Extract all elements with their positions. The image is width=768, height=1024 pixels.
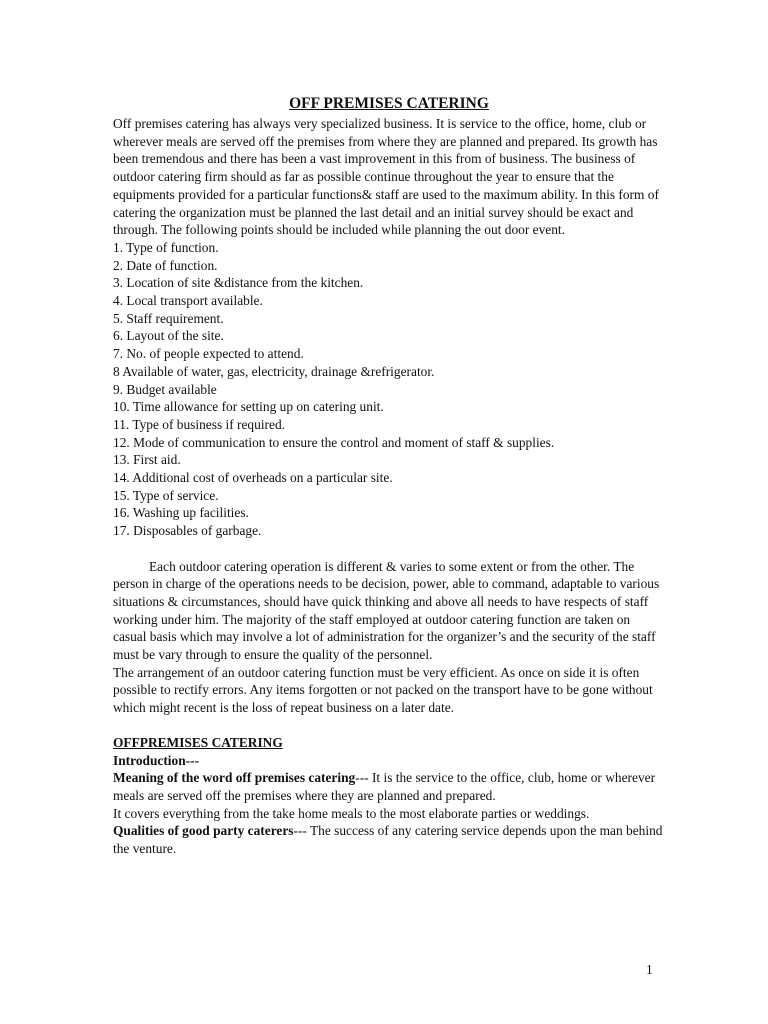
list-item: 5. Staff requirement. [113, 310, 224, 326]
arrangement-paragraph: The arrangement of an outdoor catering function must be very efficient. As once on side it is often possible to rectify errors. Any items forgotten or not packed on the transport have to be gone without which might recent is the loss of repeat business on a later date. [113, 664, 653, 716]
list-item: 1. Type of function. [113, 239, 219, 255]
introduction-label-text: Introduction--- [113, 752, 200, 768]
qualities-label: Qualities of good party caterers [113, 823, 294, 839]
list-item: 10. Time allowance for setting up on catering unit. [113, 399, 384, 415]
document-title: OFF PREMISES CATERING [289, 95, 489, 112]
meaning-label: Meaning of the word off premises catering [113, 770, 356, 786]
section-heading: OFFPREMISES CATERING [113, 734, 283, 750]
intro-paragraph: Off premises catering has always very specialized business. It is service to the office, home, club or wherever meals are served off the premises from where they are planned and prepared. Its growth has been tremendous and there has been a vast improvement in this from of business. The business of outdoor catering firm should as far as possible continue throughout the year to ensure that the equipments provided for a particular functions& staff are used to the maximum ability. In this form of catering the organization must be planned the last detail and an initial survey should be exact and through. The following points should be included while planning the out door event. [113, 116, 659, 238]
list-item: 7. No. of people expected to attend. [113, 346, 304, 362]
list-item: 14. Additional cost of overheads on a particular site. [113, 470, 393, 486]
list-item: 13. First aid. [113, 452, 181, 468]
planning-points-list [113, 239, 665, 540]
qualities-paragraph [113, 822, 665, 857]
list-item: 4. Local transport available. [113, 293, 263, 309]
covers-paragraph: It covers everything from the take home meals to the most elaborate parties or weddings. [113, 805, 590, 821]
qualities-text: --- The success of any catering service depends upon the man behind the venture. [113, 823, 663, 857]
list-item: 6. Layout of the site. [113, 328, 224, 344]
page-number: 1 [646, 962, 653, 977]
list-item: 11. Type of business if required. [113, 416, 285, 432]
list-item: 16. Washing up facilities. [113, 505, 249, 521]
list-item: 3. Location of site &distance from the kitchen. [113, 275, 364, 291]
operations-paragraph: Each outdoor catering operation is different & varies to some extent or from the other. The person in charge of the operations needs to be decision, power, able to command, adaptable to various situations & circumstances, should have quick thinking and above all needs to have respects of staff working under him. The majority of the staff employed at outdoor catering function are taken on casual basis which may involve a lot of administration for the organizer’s and the security of the staff must be vary through to ensure the quality of the personnel. [113, 558, 660, 663]
spacer [113, 540, 665, 558]
introduction-label [113, 752, 665, 770]
document-body [113, 94, 665, 858]
list-item: 8 Available of water, gas, electricity, drainage &refrigerator. [113, 363, 435, 379]
list-item: 15. Type of service. [113, 487, 219, 503]
list-item: 2. Date of function. [113, 257, 218, 273]
meaning-text: --- It is the service to the office, club, home or wherever meals are served off the premises where they are planned and prepared. [113, 770, 656, 803]
list-item: 17. Disposables of garbage. [113, 523, 262, 539]
list-item: 9. Budget available [113, 381, 217, 397]
meaning-paragraph [113, 769, 665, 804]
list-item: 12. Mode of communication to ensure the control and moment of staff & supplies. [113, 434, 555, 450]
